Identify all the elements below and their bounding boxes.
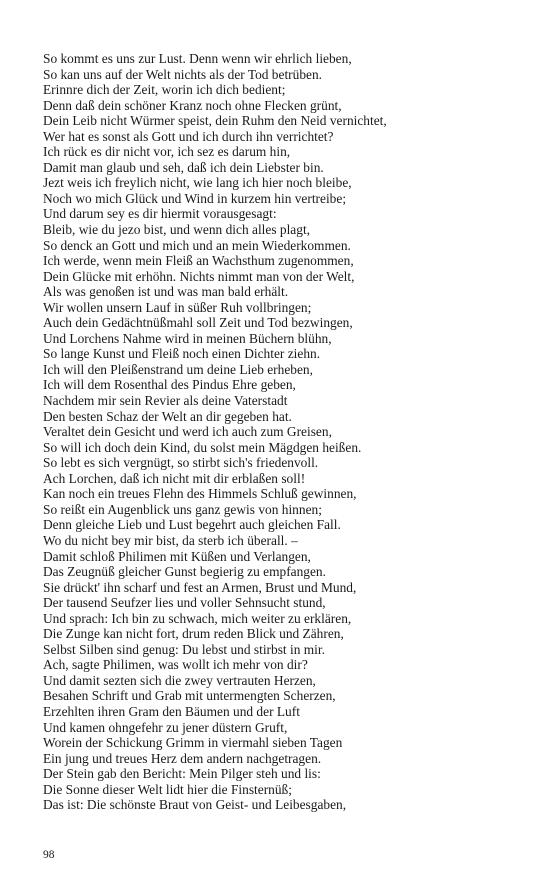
poem-line: Denn daß dein schöner Kranz noch ohne Flecken grünt, — [43, 97, 342, 113]
poem-line: So will ich doch dein Kind, du solst mein Mägdgen heißen. — [43, 439, 362, 455]
poem-line: Die Zunge kan nicht fort, drum reden Blick und Zähren, — [43, 626, 344, 642]
poem-line: Die Sonne dieser Welt lidt hier die Finsternüß; — [43, 781, 292, 797]
poem-line: Selbst Silben sind genug: Du lebst und stirbst in mir. — [43, 641, 325, 657]
poem-line: Und kamen ohngefehr zu jener düstern Gruft, — [43, 719, 288, 735]
poem-line: Veraltet dein Gesicht und werd ich auch zum Greisen, — [43, 424, 332, 440]
poem-line: Ein jung und treues Herz dem andern nachgetragen. — [43, 750, 322, 766]
poem-line: Erinnre dich der Zeit, worin ich dich bedient; — [43, 82, 286, 98]
poem-line: Wer hat es sonst als Gott und ich durch ihn verrichtet? — [43, 128, 334, 144]
poem-line: So lebt es sich vergnügt, so stirbt sich's friedenvoll. — [43, 455, 319, 471]
poem-line: Kan noch ein treues Flehn des Himmels Schluß gewinnen, — [43, 486, 357, 502]
poem-line: So reißt ein Augenblick uns ganz gewis von hinnen; — [43, 501, 322, 517]
poem-line: Und darum sey es dir hiermit vorausgesagt: — [43, 206, 277, 222]
poem-text — [43, 51, 513, 813]
poem-line: Worein der Schickung Grimm in viermahl sieben Tagen — [43, 735, 343, 751]
poem-line: Damit man glaub und seh, daß ich dein Liebster bin. — [43, 159, 324, 175]
poem-line: Der tausend Seufzer lies und voller Sehnsucht stund, — [43, 595, 326, 611]
poem-line: Und sprach: Ich bin zu schwach, mich weiter zu erklären, — [43, 610, 352, 626]
poem-line: Denn gleiche Lieb und Lust begehrt auch gleichen Fall. — [43, 517, 341, 533]
poem-line: Das Zeugnüß gleicher Gunst begierig zu empfangen. — [43, 564, 326, 580]
poem-line: Noch wo mich Glück und Wind in kurzem hin vertreibe; — [43, 190, 347, 206]
poem-line: Und damit sezten sich die zwey vertrauten Herzen, — [43, 672, 316, 688]
poem-line: Jezt weis ich freylich nicht, wie lang ich hier noch bleibe, — [43, 175, 352, 191]
poem-line: Das ist: Die schönste Braut von Geist- und Leibesgaben, — [43, 797, 347, 813]
poem-line: Bleib, wie du jezo bist, und wenn dich alles plagt, — [43, 222, 311, 238]
poem-line: Auch dein Gedächtnüßmahl soll Zeit und Tod bezwingen, — [43, 315, 353, 331]
poem-line: Ich will dem Rosenthal des Pindus Ehre geben, — [43, 377, 296, 393]
poem-line: Ach, sagte Philimen, was wollt ich mehr von dir? — [43, 657, 308, 673]
poem-line: Erzehlten ihren Gram den Bäumen und der Luft — [43, 703, 300, 719]
poem-line: Ich werde, wenn mein Fleiß an Wachsthum zugenommen, — [43, 253, 354, 269]
poem-line: So lange Kunst und Fleiß noch einen Dichter ziehn. — [43, 346, 321, 362]
poem-line: Damit schloß Philimen mit Küßen und Verlangen, — [43, 548, 311, 564]
poem-line: Nachdem mir sein Revier als deine Vaterstadt — [43, 393, 288, 409]
poem-line: Wo du nicht bey mir bist, da sterb ich überall. – — [43, 532, 298, 548]
poem-line: Dein Glücke mit erhöhn. Nichts nimmt man von der Welt, — [43, 268, 355, 284]
poem-line: Dein Leib nicht Würmer speist, dein Ruhm den Neid vernichtet, — [43, 113, 387, 129]
poem-line: Ich rück es dir nicht vor, ich sez es darum hin, — [43, 144, 291, 160]
poem-line: Als was genoßen ist und was man bald erhält. — [43, 284, 289, 300]
poem-line: Ich will den Pleißenstrand um deine Lieb erheben, — [43, 361, 313, 377]
poem-line: Ach Lorchen, daß ich nicht mit dir erblaßen soll! — [43, 470, 306, 486]
poem-line: So kan uns auf der Welt nichts als der Tod betrüben. — [43, 66, 323, 82]
poem-line: Den besten Schaz der Welt an dir gegeben hat. — [43, 408, 292, 424]
page-number: 98 — [43, 849, 55, 861]
poem-line: Und Lorchens Nahme wird in meinen Büchern blühn, — [43, 330, 332, 346]
poem-line: Sie drückt' ihn scharf und fest an Armen, Brust und Mund, — [43, 579, 357, 595]
poem-line: Wir wollen unsern Lauf in süßer Ruh vollbringen; — [43, 299, 312, 315]
poem-line: So denck an Gott und mich und an mein Wiederkommen. — [43, 237, 351, 253]
poem-line: Der Stein gab den Bericht: Mein Pilger steh und lis: — [43, 766, 321, 782]
poem-line: Besahen Schrift und Grab mit untermengten Scherzen, — [43, 688, 336, 704]
poem-line: So kommt es uns zur Lust. Denn wenn wir ehrlich lieben, — [43, 51, 352, 66]
